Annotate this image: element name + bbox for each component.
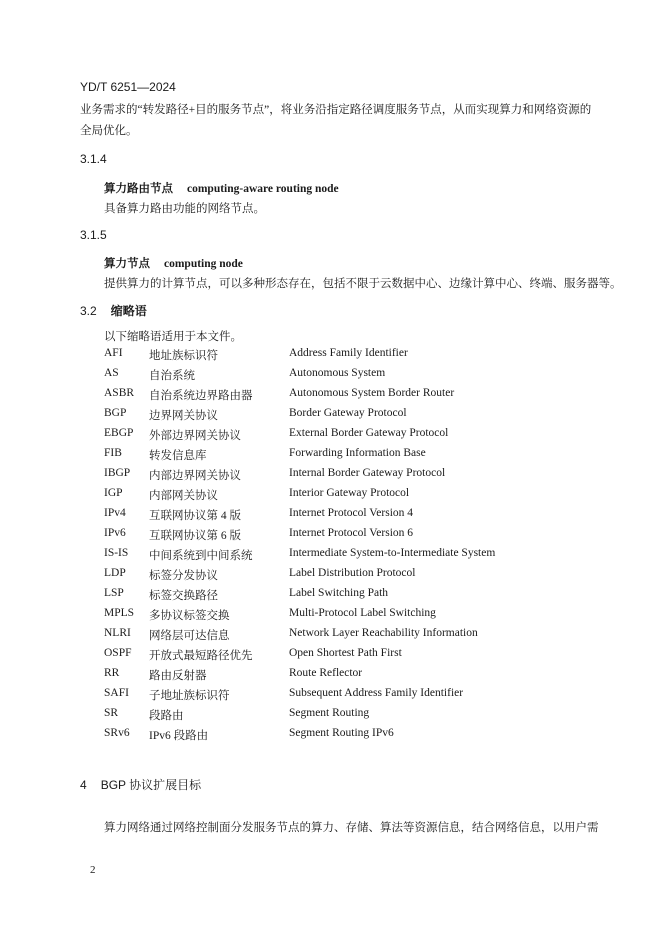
abbreviations-intro: 以下缩略语适用于本文件。	[104, 331, 242, 343]
chinese-name: 地址族标识符	[149, 350, 218, 362]
abbreviation: LSP	[104, 587, 124, 599]
chinese-name: 转发信息库	[149, 450, 207, 462]
chinese-name: 标签交换路径	[149, 590, 218, 602]
term-3-1-4	[104, 180, 339, 196]
english-name: Multi-Protocol Label Switching	[289, 607, 436, 619]
chinese-name: 多协议标签交换	[149, 610, 230, 622]
abbreviation: SAFI	[104, 687, 129, 699]
abbreviation: IPv4	[104, 507, 126, 519]
chinese-name: 自治系统	[149, 370, 195, 382]
english-name: Label Distribution Protocol	[289, 567, 416, 579]
chinese-name: 内部网关协议	[149, 490, 218, 502]
abbreviation: AS	[104, 367, 119, 379]
english-name: Internet Protocol Version 6	[289, 527, 414, 539]
section-heading-3-2	[80, 302, 147, 319]
chapter-number: 4	[80, 778, 87, 792]
standard-code: YD/T 6251—2024	[80, 80, 176, 94]
section-title: 缩略语	[110, 304, 147, 318]
english-name: Internal Border Gateway Protocol	[289, 467, 446, 479]
chinese-name: 段路由	[149, 710, 184, 722]
chinese-name: 边界网关协议	[149, 410, 218, 422]
english-name: Autonomous System	[289, 367, 386, 379]
english-name: Internet Protocol Version 4	[289, 507, 414, 519]
english-name: Label Switching Path	[289, 587, 389, 599]
chinese-name: 自治系统边界路由器	[149, 390, 253, 402]
chinese-name: 路由反射器	[149, 670, 207, 682]
abbreviation: FIB	[104, 447, 122, 459]
english-name: Route Reflector	[289, 667, 363, 679]
english-name: External Border Gateway Protocol	[289, 427, 449, 439]
section-number-3-1-4: 3.1.4	[80, 152, 107, 166]
abbreviation: SR	[104, 707, 119, 719]
abbreviation: AFI	[104, 347, 123, 359]
term-en: computing-aware routing node	[187, 183, 339, 195]
abbreviation: OSPF	[104, 647, 132, 659]
chinese-name: 网络层可达信息	[149, 630, 230, 642]
abbreviation: LDP	[104, 567, 126, 579]
abbreviation: IBGP	[104, 467, 131, 479]
chinese-name: 子地址族标识符	[149, 690, 230, 702]
abbreviation: EBGP	[104, 427, 134, 439]
chinese-name: 标签分发协议	[149, 570, 218, 582]
chinese-name: 互联网协议第 6 版	[149, 530, 241, 542]
abbreviation: IGP	[104, 487, 123, 499]
abbreviation: BGP	[104, 407, 127, 419]
chinese-name: 内部边界网关协议	[149, 470, 241, 482]
term-cn: 算力节点	[104, 258, 150, 270]
english-name: Autonomous System Border Router	[289, 387, 455, 399]
english-name: Address Family Identifier	[289, 347, 408, 359]
chinese-name: 互联网协议第 4 版	[149, 510, 241, 522]
chinese-name: IPv6 段路由	[149, 730, 209, 742]
abbreviation: SRv6	[104, 727, 130, 739]
abbreviation: IS-IS	[104, 547, 129, 559]
section-number: 3.2	[80, 304, 97, 318]
chinese-name: 开放式最短路径优先	[149, 650, 253, 662]
abbreviation: RR	[104, 667, 120, 679]
chapter-4-heading	[80, 776, 201, 793]
abbreviation: NLRI	[104, 627, 131, 639]
chapter-title: BGP 协议扩展目标	[100, 778, 202, 792]
chapter-4-paragraph: 算力网络通过网络控制面分发服务节点的算力、存储、算法等资源信息，结合网络信息，以用户需	[104, 822, 599, 834]
intro-paragraph: 业务需求的“转发路径+目的服务节点”，将业务沿指定路径调度服务节点，从而实现算力和网络资源的全局优化。	[80, 104, 592, 137]
section-number-3-1-5: 3.1.5	[80, 228, 107, 242]
chinese-name: 中间系统到中间系统	[149, 550, 253, 562]
english-name: Intermediate System-to-Intermediate System	[289, 547, 496, 559]
term-cn: 算力路由节点	[104, 183, 173, 195]
abbreviation: MPLS	[104, 607, 135, 619]
abbreviation: ASBR	[104, 387, 135, 399]
english-name: Interior Gateway Protocol	[289, 487, 410, 499]
english-name: Open Shortest Path First	[289, 647, 402, 659]
english-name: Segment Routing IPv6	[289, 727, 394, 739]
chinese-name: 外部边界网关协议	[149, 430, 241, 442]
abbreviation: IPv6	[104, 527, 126, 539]
english-name: Border Gateway Protocol	[289, 407, 407, 419]
definition-3-1-5: 提供算力的计算节点，可以多种形态存在，包括不限于云数据中心、边缘计算中心、终端、服务器等。	[104, 278, 622, 290]
definition-3-1-4: 具备算力路由功能的网络节点。	[104, 203, 265, 215]
english-name: Forwarding Information Base	[289, 447, 426, 459]
page-number: 2	[90, 864, 96, 876]
term-en: computing node	[164, 258, 243, 270]
english-name: Network Layer Reachability Information	[289, 627, 478, 639]
term-3-1-5	[104, 255, 243, 271]
english-name: Segment Routing	[289, 707, 370, 719]
english-name: Subsequent Address Family Identifier	[289, 687, 464, 699]
